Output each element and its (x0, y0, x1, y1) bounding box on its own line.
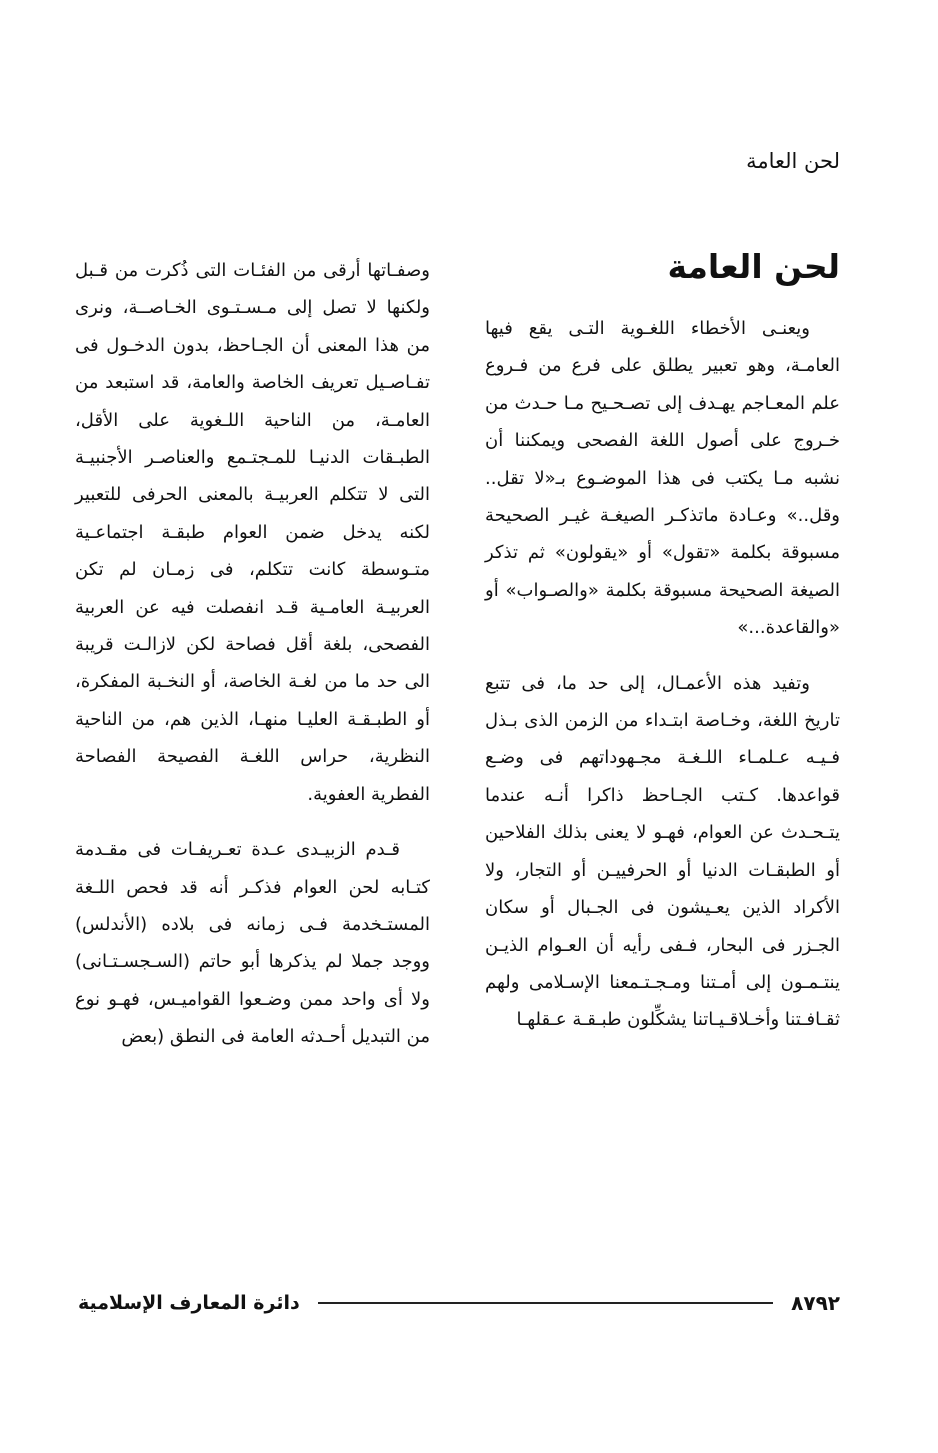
left-column (75, 252, 430, 1056)
page-number: ٨٧٩٢ (791, 1291, 840, 1315)
page-footer (78, 1283, 840, 1323)
running-header: لحن العامة (746, 149, 840, 173)
paragraph: وتفيد هذه الأعمـال، إلى حد ما، فى تتبع تاريخ اللغة، وخـاصة ابتـداء من الزمن الذى بـذل فـيـه عـلمـاء اللـغـة مجـهوداتهم فى وضـع قواعدها. كـتب الجـاحظ ذاكرا أنـه عندما يتـحـدث عن العوام، فهـو لا يعنى بذلك الفلاحين أو الطبقـات الدنيا أو الحرفييـن أو التجار، ولا الأكراد الذين يعـيشون فى الجـبال أو سكان الجـزر فى البحار، فـفى رأيه أن العـوام الذيـن ينتـمـون إلى أمـتنا ومـجـتـمعنا الإسـلامى ولهم ثقـافـتنا وأخـلاقـيـاتنا يشكِّلون طبـقـة عـقلهـا (485, 672, 840, 1031)
paragraph: وصفـاتها أرقى من الفئـات التى ذُكرت من قـبل ولكنها لا تصل إلى مـسـتـوى الخـاصــة، ونرى من هذا المعنى أن الجـاحظ، بدون الدخـول فى تفـاصـيل تعريف الخاصة والعامة، قد استبعد من العامـة، من الناحية اللـغوية على الأقل، الطبـقات الدنيـا للمـجتـمع والعناصـر الأجنبيـة التى لا تتكلم العربيـة بالمعنى الحرفى للتعبير لكنه يدخل ضمن العوام طبقـة اجتماعـية متـوسطة كانت تتكلم، فى زمـان لم تكن العربيـة العامـية قـد انفصلت فيه عن العربية الفصحى، بلغة أقل فصاحة لكن لازالـت قريبة الى حد ما من لغـة الخاصة، أو النخـبة المفكرة، أو الطبـقـة العليـا منهـا، الذين هم، من الناحية النظرية، حراس اللغـة الفصيحة الفصاحة الفطرية العفوية. (75, 260, 430, 805)
footer-rule (318, 1302, 773, 1304)
article-title: لحن العامة (667, 247, 840, 286)
right-column (485, 310, 840, 1039)
paragraph: قـدم الزبيـدى عـدة تعـريفـات فى مقـدمة كتـابه لحن العوام فذكـر أنه قد فحص اللـغة المستـخدمة فـى زمانه فى بلاده (الأندلس) ووجد جملا لم يذكرها أبو حاتم (السـجسـتـانى) ولا أى واحد ممن وضـعوا القواميـس، فهـو نوع من التبديل أحـدثه العامة فى النطق (بعض (75, 839, 430, 1048)
publication-title: دائرة المعارف الإسلامية (78, 1292, 300, 1314)
paragraph: ويعنـى الأخطاء اللغـوية التـى يقع فيها العامـة، وهو تعبير يطلق على فرع من فـروع علم المعـاجم يهـدف إلى تصـحـيح مـا حـدث من خـروج على أصول اللغة الفصحى ويمكننا أن نشبه مـا يكتب فى هذا الموضـوع بـ«لا تقل.. وقل..» وعـادة ماتذكـر الصيغـة غيـر الصحيحة مسبوقة بكلمة «تقول» أو «يقولون» ثم تذكر الصيغة الصحيحة مسبوقة بكلمة «والصـواب» أو «والقاعدة...» (485, 318, 840, 639)
